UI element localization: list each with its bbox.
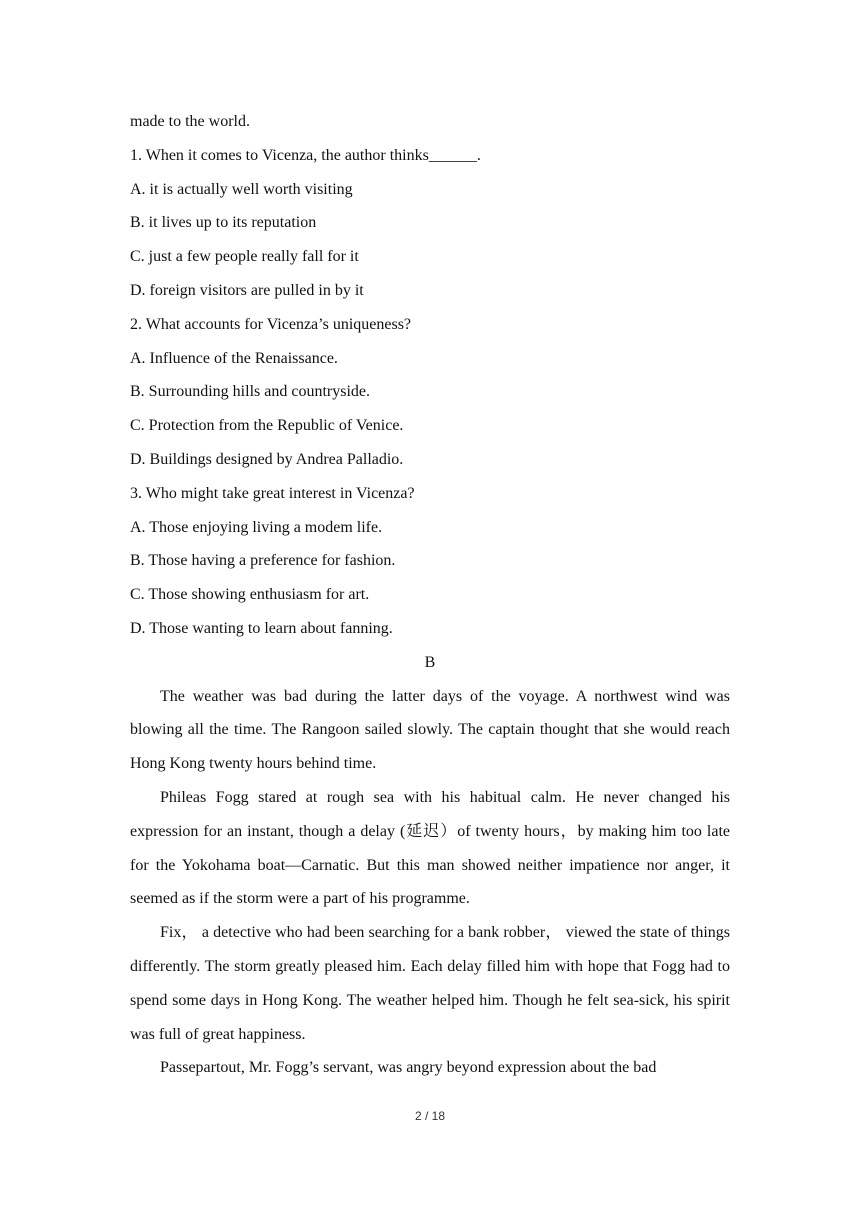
option-b: B. it lives up to its reputation — [130, 214, 317, 232]
section-heading: B — [424, 653, 436, 671]
question-1 — [130, 139, 730, 308]
passage-paragraph: Passepartout, Mr. Fogg’s servant, was angry beyond expression about the bad — [160, 1059, 657, 1077]
page-number: 2 / 18 — [414, 1109, 446, 1123]
passage-paragraph: Fix， a detective who had been searching for a bank robber， viewed the state of things differently. The storm greatly pleased him. Each delay filled him with hope that Fogg had to spend some days in Hong Kong. The weather helped him. Though he felt sea-sick, his spirit was full of great happiness. — [130, 924, 730, 1043]
option-a: A. Those enjoying living a modem life. — [130, 518, 383, 536]
passage-paragraph: The weather was bad during the latter days of the voyage. A northwest wind was blowing all the time. The Rangoon sailed slowly. The captain thought that she would reach Hong Kong twenty hours behind time. — [130, 687, 730, 773]
option-d: D. foreign visitors are pulled in by it — [130, 281, 364, 299]
option-b: B. Surrounding hills and countryside. — [130, 383, 370, 401]
question-stem: 2. What accounts for Vicenza’s uniqueness? — [130, 315, 412, 333]
option-d: D. Buildings designed by Andrea Palladio. — [130, 450, 404, 468]
question-stem: 1. When it comes to Vicenza, the author thinks______. — [130, 146, 481, 164]
continuation-text: made to the world. — [130, 113, 250, 130]
option-b: B. Those having a preference for fashion. — [130, 552, 396, 570]
option-c: C. just a few people really fall for it — [130, 248, 359, 266]
passage-paragraph: Phileas Fogg stared at rough sea with his habitual calm. He never changed his expression for an instant, though a delay (延迟）of twenty hours，by making him too late for the Yokohama boat—Carnatic. But this man showed neither impatience nor anger, it seemed as if the storm were a part of his programme. — [130, 788, 730, 908]
question-3 — [130, 477, 730, 646]
document-page — [130, 105, 730, 1085]
option-c: C. Protection from the Republic of Venice. — [130, 417, 404, 435]
option-a: A. Influence of the Renaissance. — [130, 349, 338, 367]
option-c: C. Those showing enthusiasm for art. — [130, 586, 370, 604]
question-2 — [130, 308, 730, 477]
option-a: A. it is actually well worth visiting — [130, 180, 353, 198]
question-stem: 3. Who might take great interest in Vicenza? — [130, 484, 415, 502]
option-d: D. Those wanting to learn about fanning. — [130, 619, 393, 637]
